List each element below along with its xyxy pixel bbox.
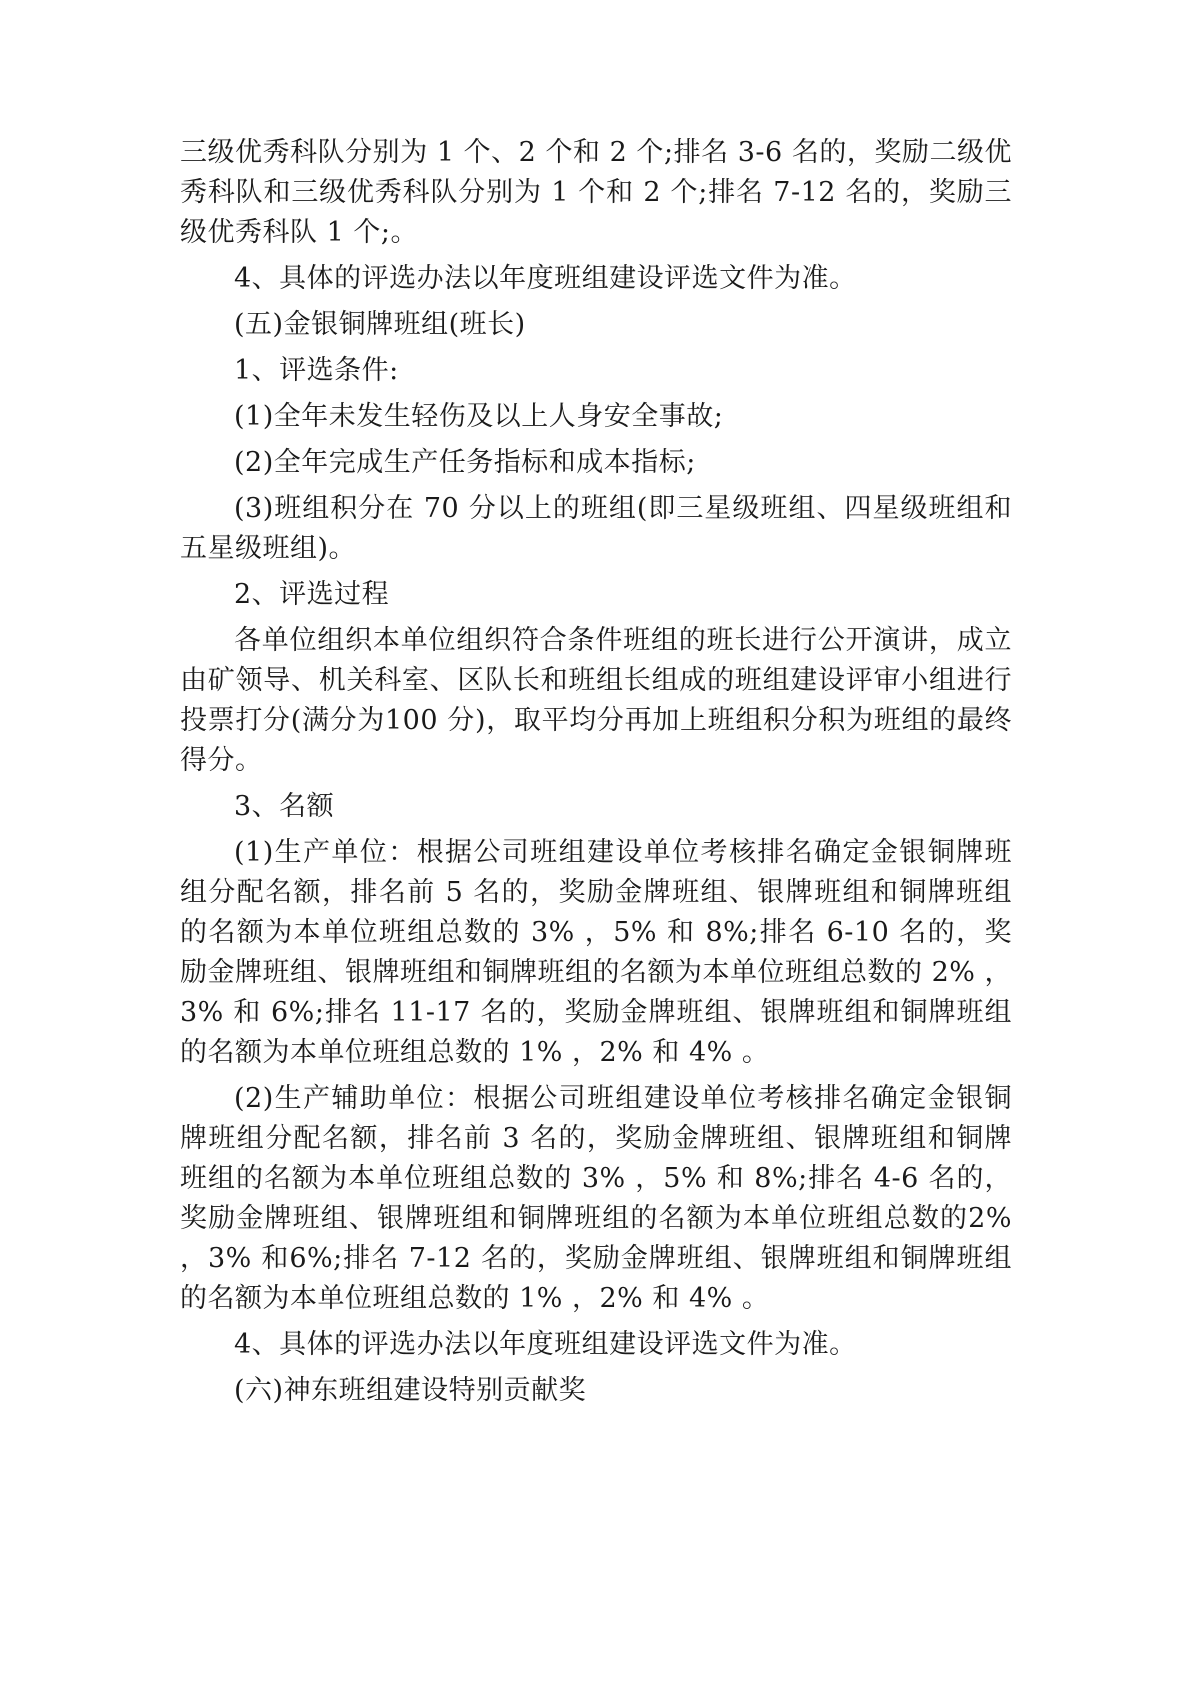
paragraph-rule-4-repeat: 4、具体的评选办法以年度班组建设评选文件为准。 [234,1329,857,1360]
paragraph-rule-4: 4、具体的评选办法以年度班组建设评选文件为准。 [234,263,857,294]
condition-item-3: (3)班组积分在 70 分以上的班组(即三星级班组、四星级班组和五星级班组)。 [180,493,1012,564]
paragraph-continuation: 三级优秀科队分别为 1 个、2 个和 2 个;排名 3-6 名的，奖励二级优秀科队和三级优秀科队分别为 1 个和 2 个;排名 7-12 名的，奖励三级优秀科队 1 个;。 [180,137,1012,248]
section-heading-6: (六)神东班组建设特别贡献奖 [234,1375,587,1406]
condition-item-1: (1)全年未发生轻伤及以上人身安全事故; [234,401,724,432]
quota-paragraph-production: (1)生产单位：根据公司班组建设单位考核排名确定金银铜牌班组分配名额，排名前 5 名的，奖励金牌班组、银牌班组和铜牌班组的名额为本单位班组总数的 3% ，5% 和 8%;排名 6-10 名的，奖励金牌班组、银牌班组和铜牌班组的名额为本单位班组总数的 2% ，3% 和 6%;排名 11-17 名的，奖励金牌班组、银牌班组和铜牌班组的名额为本单位班组总数的 1% ，2% 和 4% 。 [180,837,1012,1068]
document-body [180,133,1012,1417]
subheading-conditions: 1、评选条件: [234,355,399,386]
section-heading-5: (五)金银铜牌班组(班长) [234,309,526,340]
condition-item-2: (2)全年完成生产任务指标和成本指标; [234,447,696,478]
subheading-quota: 3、名额 [234,791,335,822]
quota-paragraph-auxiliary: (2)生产辅助单位：根据公司班组建设单位考核排名确定金银铜牌班组分配名额，排名前 3 名的，奖励金牌班组、银牌班组和铜牌班组的名额为本单位班组总数的 3% ，5% 和 8%;排名 4-6 名的，奖励金牌班组、银牌班组和铜牌班组的名额为本单位班组总数的2% ，3% 和6%;排名 7-12 名的，奖励金牌班组、银牌班组和铜牌班组的名额为本单位班组总数的 1% ，2% 和 4% 。 [180,1083,1012,1314]
subheading-process: 2、评选过程 [234,579,390,610]
process-paragraph: 各单位组织本单位组织符合条件班组的班长进行公开演讲，成立由矿领导、机关科室、区队长和班组长组成的班组建设评审小组进行投票打分(满分为100 分)，取平均分再加上班组积分积为班组的最终得分。 [180,625,1012,776]
